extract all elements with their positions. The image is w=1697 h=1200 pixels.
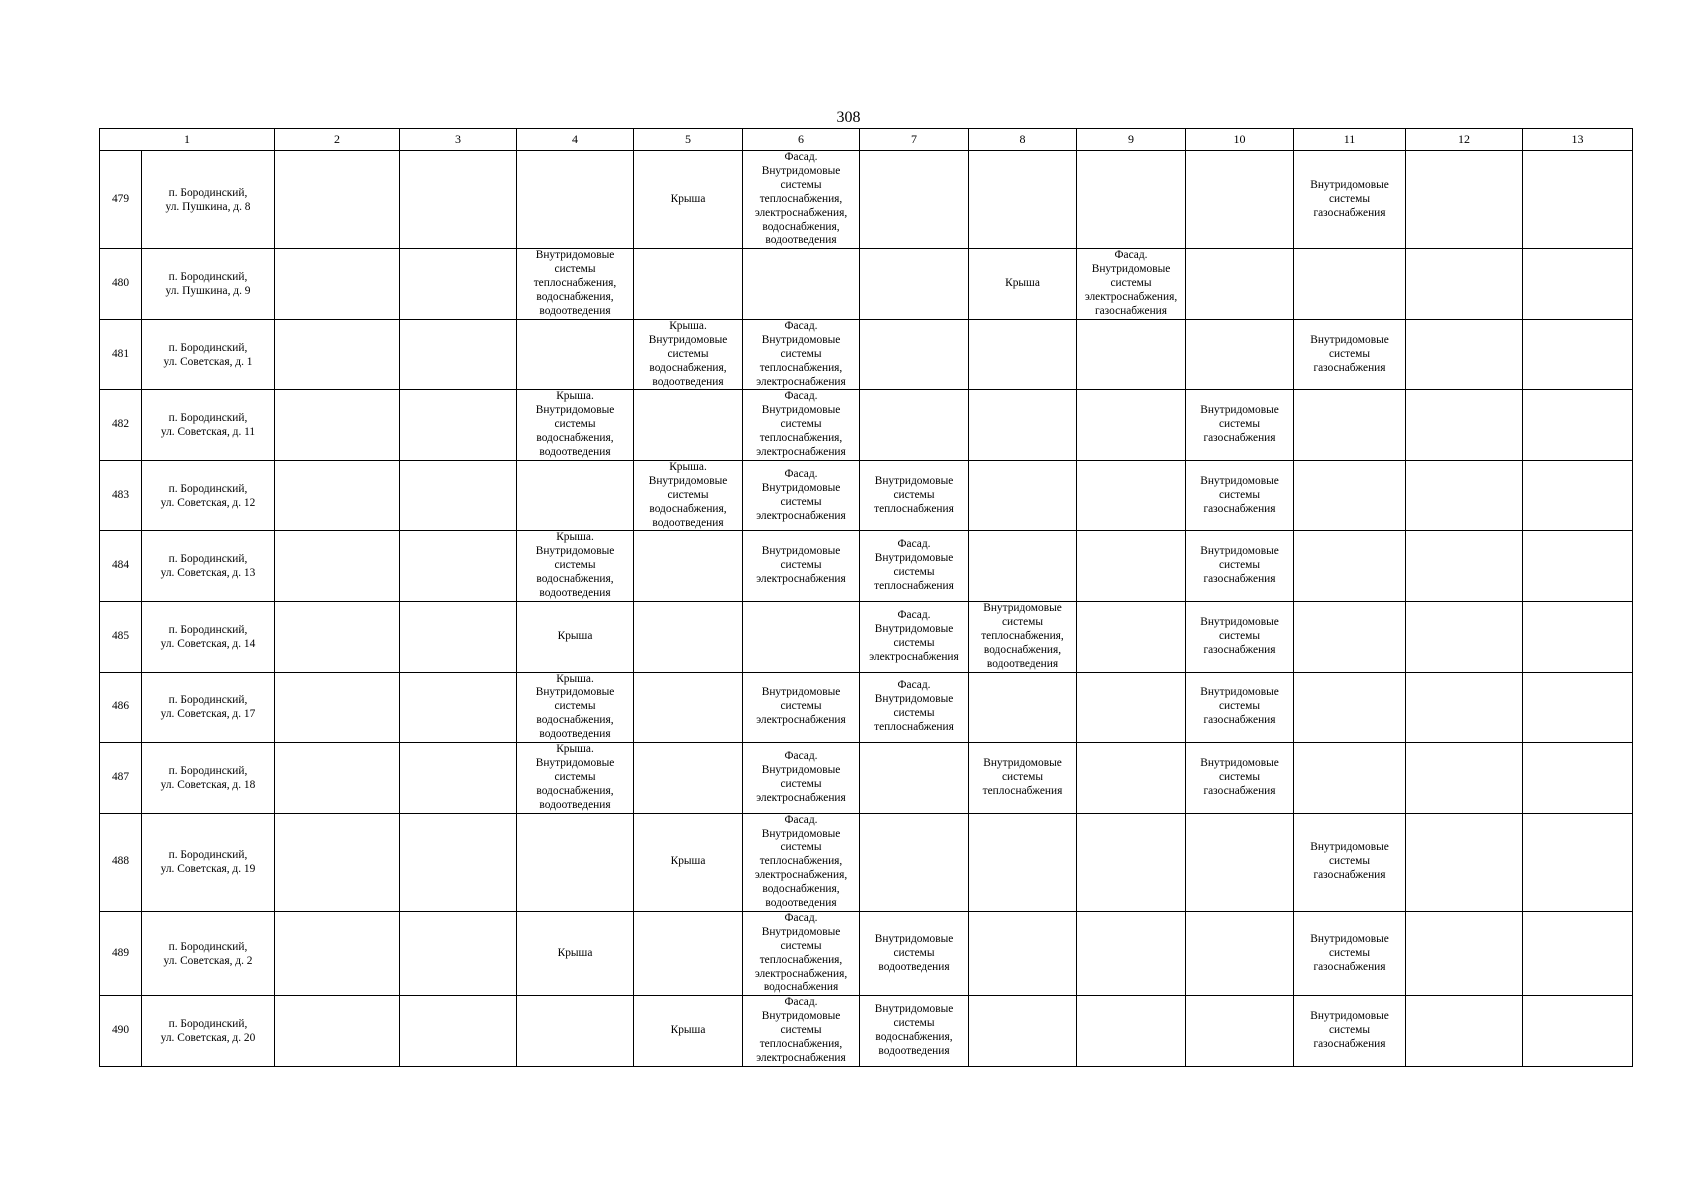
work-cell-col-13 (1523, 813, 1633, 911)
work-cell-col-7: Фасад. Внутридомовые системы теплоснабжения (860, 531, 969, 602)
work-cell-col-11 (1294, 531, 1406, 602)
work-cell-col-4 (517, 151, 634, 249)
work-cell-col-12 (1406, 602, 1523, 673)
work-cell-col-7: Фасад. Внутридомовые системы электроснабжения (860, 602, 969, 673)
address-cell: п. Бородинский, ул. Советская, д. 19 (142, 813, 275, 911)
work-cell-col-7 (860, 743, 969, 814)
column-header-9: 9 (1077, 129, 1186, 151)
work-cell-col-13 (1523, 672, 1633, 743)
work-cell-col-5 (634, 390, 743, 461)
row-number-cell: 490 (100, 996, 142, 1067)
work-cell-col-10: Внутридомовые системы газоснабжения (1186, 743, 1294, 814)
work-cell-col-7 (860, 319, 969, 390)
address-cell: п. Бородинский, ул. Советская, д. 13 (142, 531, 275, 602)
table-row (100, 151, 1633, 249)
work-cell-col-2 (275, 319, 400, 390)
work-cell-col-9 (1077, 743, 1186, 814)
work-cell-col-10 (1186, 911, 1294, 995)
work-cell-col-2 (275, 151, 400, 249)
work-cell-col-12 (1406, 743, 1523, 814)
work-cell-col-4: Крыша. Внутридомовые системы водоснабжения, водоотведения (517, 743, 634, 814)
address-cell: п. Бородинский, ул. Советская, д. 11 (142, 390, 275, 461)
row-number-cell: 479 (100, 151, 142, 249)
work-cell-col-8 (969, 911, 1077, 995)
work-cell-col-9 (1077, 319, 1186, 390)
work-cell-col-11: Внутридомовые системы газоснабжения (1294, 151, 1406, 249)
work-cell-col-7: Внутридомовые системы водоотведения (860, 911, 969, 995)
work-cell-col-6 (743, 249, 860, 320)
work-cell-col-12 (1406, 672, 1523, 743)
work-cell-col-5 (634, 249, 743, 320)
work-cell-col-5: Крыша. Внутридомовые системы водоснабжения, водоотведения (634, 319, 743, 390)
column-header-8: 8 (969, 129, 1077, 151)
work-cell-col-4: Крыша. Внутридомовые системы водоснабжения, водоотведения (517, 531, 634, 602)
table-row (100, 249, 1633, 320)
work-cell-col-6: Фасад. Внутридомовые системы теплоснабжения, электроснабжения (743, 996, 860, 1067)
work-cell-col-3 (400, 249, 517, 320)
work-cell-col-12 (1406, 151, 1523, 249)
work-cell-col-4: Крыша (517, 911, 634, 995)
column-number-row (100, 129, 1633, 151)
address-cell: п. Бородинский, ул. Советская, д. 12 (142, 460, 275, 531)
work-cell-col-13 (1523, 319, 1633, 390)
table-body (100, 151, 1633, 1067)
work-cell-col-10 (1186, 996, 1294, 1067)
work-cell-col-13 (1523, 249, 1633, 320)
address-cell: п. Бородинский, ул. Советская, д. 20 (142, 996, 275, 1067)
column-header-13: 13 (1523, 129, 1633, 151)
work-cell-col-4: Крыша (517, 602, 634, 673)
work-cell-col-6: Фасад. Внутридомовые системы теплоснабжения, электроснабжения, водоснабжения (743, 911, 860, 995)
work-cell-col-4: Внутридомовые системы теплоснабжения, водоснабжения, водоотведения (517, 249, 634, 320)
row-number-cell: 482 (100, 390, 142, 461)
work-cell-col-8 (969, 151, 1077, 249)
address-cell: п. Бородинский, ул. Советская, д. 17 (142, 672, 275, 743)
work-cell-col-12 (1406, 996, 1523, 1067)
work-cell-col-8 (969, 319, 1077, 390)
row-number-cell: 485 (100, 602, 142, 673)
work-cell-col-7: Внутридомовые системы водоснабжения, водоотведения (860, 996, 969, 1067)
row-number-cell: 486 (100, 672, 142, 743)
column-header-11: 11 (1294, 129, 1406, 151)
work-cell-col-6: Внутридомовые системы электроснабжения (743, 672, 860, 743)
work-cell-col-7 (860, 151, 969, 249)
column-header-1: 1 (100, 129, 275, 151)
address-cell: п. Бородинский, ул. Пушкина, д. 8 (142, 151, 275, 249)
table-row (100, 602, 1633, 673)
work-cell-col-9 (1077, 390, 1186, 461)
address-cell: п. Бородинский, ул. Советская, д. 18 (142, 743, 275, 814)
work-cell-col-3 (400, 460, 517, 531)
work-cell-col-5: Крыша (634, 151, 743, 249)
work-cell-col-7: Внутридомовые системы теплоснабжения (860, 460, 969, 531)
work-cell-col-11 (1294, 602, 1406, 673)
work-cell-col-3 (400, 672, 517, 743)
work-cell-col-9 (1077, 813, 1186, 911)
work-cell-col-10: Внутридомовые системы газоснабжения (1186, 390, 1294, 461)
work-cell-col-12 (1406, 460, 1523, 531)
work-cell-col-9: Фасад. Внутридомовые системы электроснабжения, газоснабжения (1077, 249, 1186, 320)
table-row (100, 672, 1633, 743)
work-cell-col-11 (1294, 390, 1406, 461)
work-cell-col-8: Крыша (969, 249, 1077, 320)
work-cell-col-2 (275, 743, 400, 814)
work-cell-col-8 (969, 672, 1077, 743)
row-number-cell: 484 (100, 531, 142, 602)
work-cell-col-9 (1077, 531, 1186, 602)
work-cell-col-12 (1406, 813, 1523, 911)
column-header-6: 6 (743, 129, 860, 151)
work-cell-col-5: Крыша (634, 996, 743, 1067)
column-header-12: 12 (1406, 129, 1523, 151)
work-cell-col-6: Фасад. Внутридомовые системы теплоснабжения, электроснабжения, водоснабжения, водоотведения (743, 151, 860, 249)
work-cell-col-10: Внутридомовые системы газоснабжения (1186, 672, 1294, 743)
work-cell-col-6: Фасад. Внутридомовые системы теплоснабжения, электроснабжения, водоснабжения, водоотведения (743, 813, 860, 911)
work-cell-col-9 (1077, 151, 1186, 249)
work-cell-col-3 (400, 813, 517, 911)
work-cell-col-2 (275, 460, 400, 531)
work-cell-col-10: Внутридомовые системы газоснабжения (1186, 602, 1294, 673)
work-cell-col-8 (969, 813, 1077, 911)
work-cell-col-9 (1077, 460, 1186, 531)
work-cell-col-10 (1186, 151, 1294, 249)
column-header-4: 4 (517, 129, 634, 151)
work-cell-col-11: Внутридомовые системы газоснабжения (1294, 996, 1406, 1067)
work-cell-col-4: Крыша. Внутридомовые системы водоснабжения, водоотведения (517, 390, 634, 461)
work-cell-col-11: Внутридомовые системы газоснабжения (1294, 319, 1406, 390)
work-cell-col-13 (1523, 996, 1633, 1067)
work-cell-col-4: Крыша. Внутридомовые системы водоснабжения, водоотведения (517, 672, 634, 743)
work-cell-col-6 (743, 602, 860, 673)
work-cell-col-12 (1406, 249, 1523, 320)
work-cell-col-6: Фасад. Внутридомовые системы теплоснабжения, электроснабжения (743, 319, 860, 390)
work-cell-col-13 (1523, 911, 1633, 995)
repair-schedule-table (99, 128, 1633, 1067)
address-cell: п. Бородинский, ул. Советская, д. 2 (142, 911, 275, 995)
work-cell-col-10: Внутридомовые системы газоснабжения (1186, 531, 1294, 602)
work-cell-col-13 (1523, 743, 1633, 814)
work-cell-col-5: Крыша. Внутридомовые системы водоснабжения, водоотведения (634, 460, 743, 531)
work-cell-col-7 (860, 813, 969, 911)
work-cell-col-5 (634, 531, 743, 602)
work-cell-col-3 (400, 602, 517, 673)
table-row (100, 460, 1633, 531)
work-cell-col-12 (1406, 531, 1523, 602)
column-header-10: 10 (1186, 129, 1294, 151)
work-cell-col-6: Фасад. Внутридомовые системы электроснабжения (743, 743, 860, 814)
work-cell-col-4 (517, 319, 634, 390)
work-cell-col-6: Фасад. Внутридомовые системы электроснабжения (743, 460, 860, 531)
work-cell-col-8 (969, 996, 1077, 1067)
work-cell-col-11 (1294, 672, 1406, 743)
work-cell-col-12 (1406, 911, 1523, 995)
work-cell-col-3 (400, 390, 517, 461)
work-cell-col-4 (517, 813, 634, 911)
work-cell-col-7: Фасад. Внутридомовые системы теплоснабжения (860, 672, 969, 743)
work-cell-col-3 (400, 151, 517, 249)
table-row (100, 996, 1633, 1067)
work-cell-col-2 (275, 996, 400, 1067)
work-cell-col-12 (1406, 319, 1523, 390)
work-cell-col-3 (400, 996, 517, 1067)
work-cell-col-8 (969, 531, 1077, 602)
work-cell-col-6: Фасад. Внутридомовые системы теплоснабжения, электроснабжения (743, 390, 860, 461)
work-cell-col-10: Внутридомовые системы газоснабжения (1186, 460, 1294, 531)
work-cell-col-5 (634, 602, 743, 673)
work-cell-col-2 (275, 390, 400, 461)
work-cell-col-8 (969, 460, 1077, 531)
address-cell: п. Бородинский, ул. Советская, д. 14 (142, 602, 275, 673)
work-cell-col-5 (634, 743, 743, 814)
work-cell-col-10 (1186, 249, 1294, 320)
table-row (100, 813, 1633, 911)
work-cell-col-3 (400, 911, 517, 995)
work-cell-col-9 (1077, 602, 1186, 673)
table-row (100, 531, 1633, 602)
table-row (100, 319, 1633, 390)
work-cell-col-2 (275, 249, 400, 320)
work-cell-col-8 (969, 390, 1077, 461)
work-cell-col-11: Внутридомовые системы газоснабжения (1294, 911, 1406, 995)
work-cell-col-11 (1294, 460, 1406, 531)
column-header-7: 7 (860, 129, 969, 151)
table-row (100, 390, 1633, 461)
work-cell-col-13 (1523, 602, 1633, 673)
work-cell-col-11 (1294, 743, 1406, 814)
table-row (100, 743, 1633, 814)
row-number-cell: 488 (100, 813, 142, 911)
column-header-5: 5 (634, 129, 743, 151)
work-cell-col-2 (275, 813, 400, 911)
work-cell-col-2 (275, 672, 400, 743)
work-cell-col-7 (860, 390, 969, 461)
work-cell-col-3 (400, 531, 517, 602)
work-cell-col-3 (400, 743, 517, 814)
work-cell-col-13 (1523, 390, 1633, 461)
column-header-2: 2 (275, 129, 400, 151)
work-cell-col-3 (400, 319, 517, 390)
work-cell-col-2 (275, 531, 400, 602)
work-cell-col-11: Внутридомовые системы газоснабжения (1294, 813, 1406, 911)
work-cell-col-8: Внутридомовые системы теплоснабжения (969, 743, 1077, 814)
work-cell-col-2 (275, 602, 400, 673)
row-number-cell: 481 (100, 319, 142, 390)
row-number-cell: 483 (100, 460, 142, 531)
address-cell: п. Бородинский, ул. Пушкина, д. 9 (142, 249, 275, 320)
work-cell-col-7 (860, 249, 969, 320)
row-number-cell: 480 (100, 249, 142, 320)
work-cell-col-5: Крыша (634, 813, 743, 911)
address-cell: п. Бородинский, ул. Советская, д. 1 (142, 319, 275, 390)
work-cell-col-5 (634, 672, 743, 743)
work-cell-col-2 (275, 911, 400, 995)
work-cell-col-8: Внутридомовые системы теплоснабжения, водоснабжения, водоотведения (969, 602, 1077, 673)
work-cell-col-4 (517, 996, 634, 1067)
row-number-cell: 487 (100, 743, 142, 814)
work-cell-col-9 (1077, 996, 1186, 1067)
work-cell-col-9 (1077, 911, 1186, 995)
work-cell-col-4 (517, 460, 634, 531)
row-number-cell: 489 (100, 911, 142, 995)
work-cell-col-13 (1523, 531, 1633, 602)
work-cell-col-10 (1186, 319, 1294, 390)
work-cell-col-9 (1077, 672, 1186, 743)
work-cell-col-11 (1294, 249, 1406, 320)
work-cell-col-13 (1523, 151, 1633, 249)
work-cell-col-5 (634, 911, 743, 995)
column-header-3: 3 (400, 129, 517, 151)
page-number: 308 (836, 109, 861, 126)
work-cell-col-10 (1186, 813, 1294, 911)
work-cell-col-13 (1523, 460, 1633, 531)
work-cell-col-12 (1406, 390, 1523, 461)
table-row (100, 911, 1633, 995)
work-cell-col-6: Внутридомовые системы электроснабжения (743, 531, 860, 602)
